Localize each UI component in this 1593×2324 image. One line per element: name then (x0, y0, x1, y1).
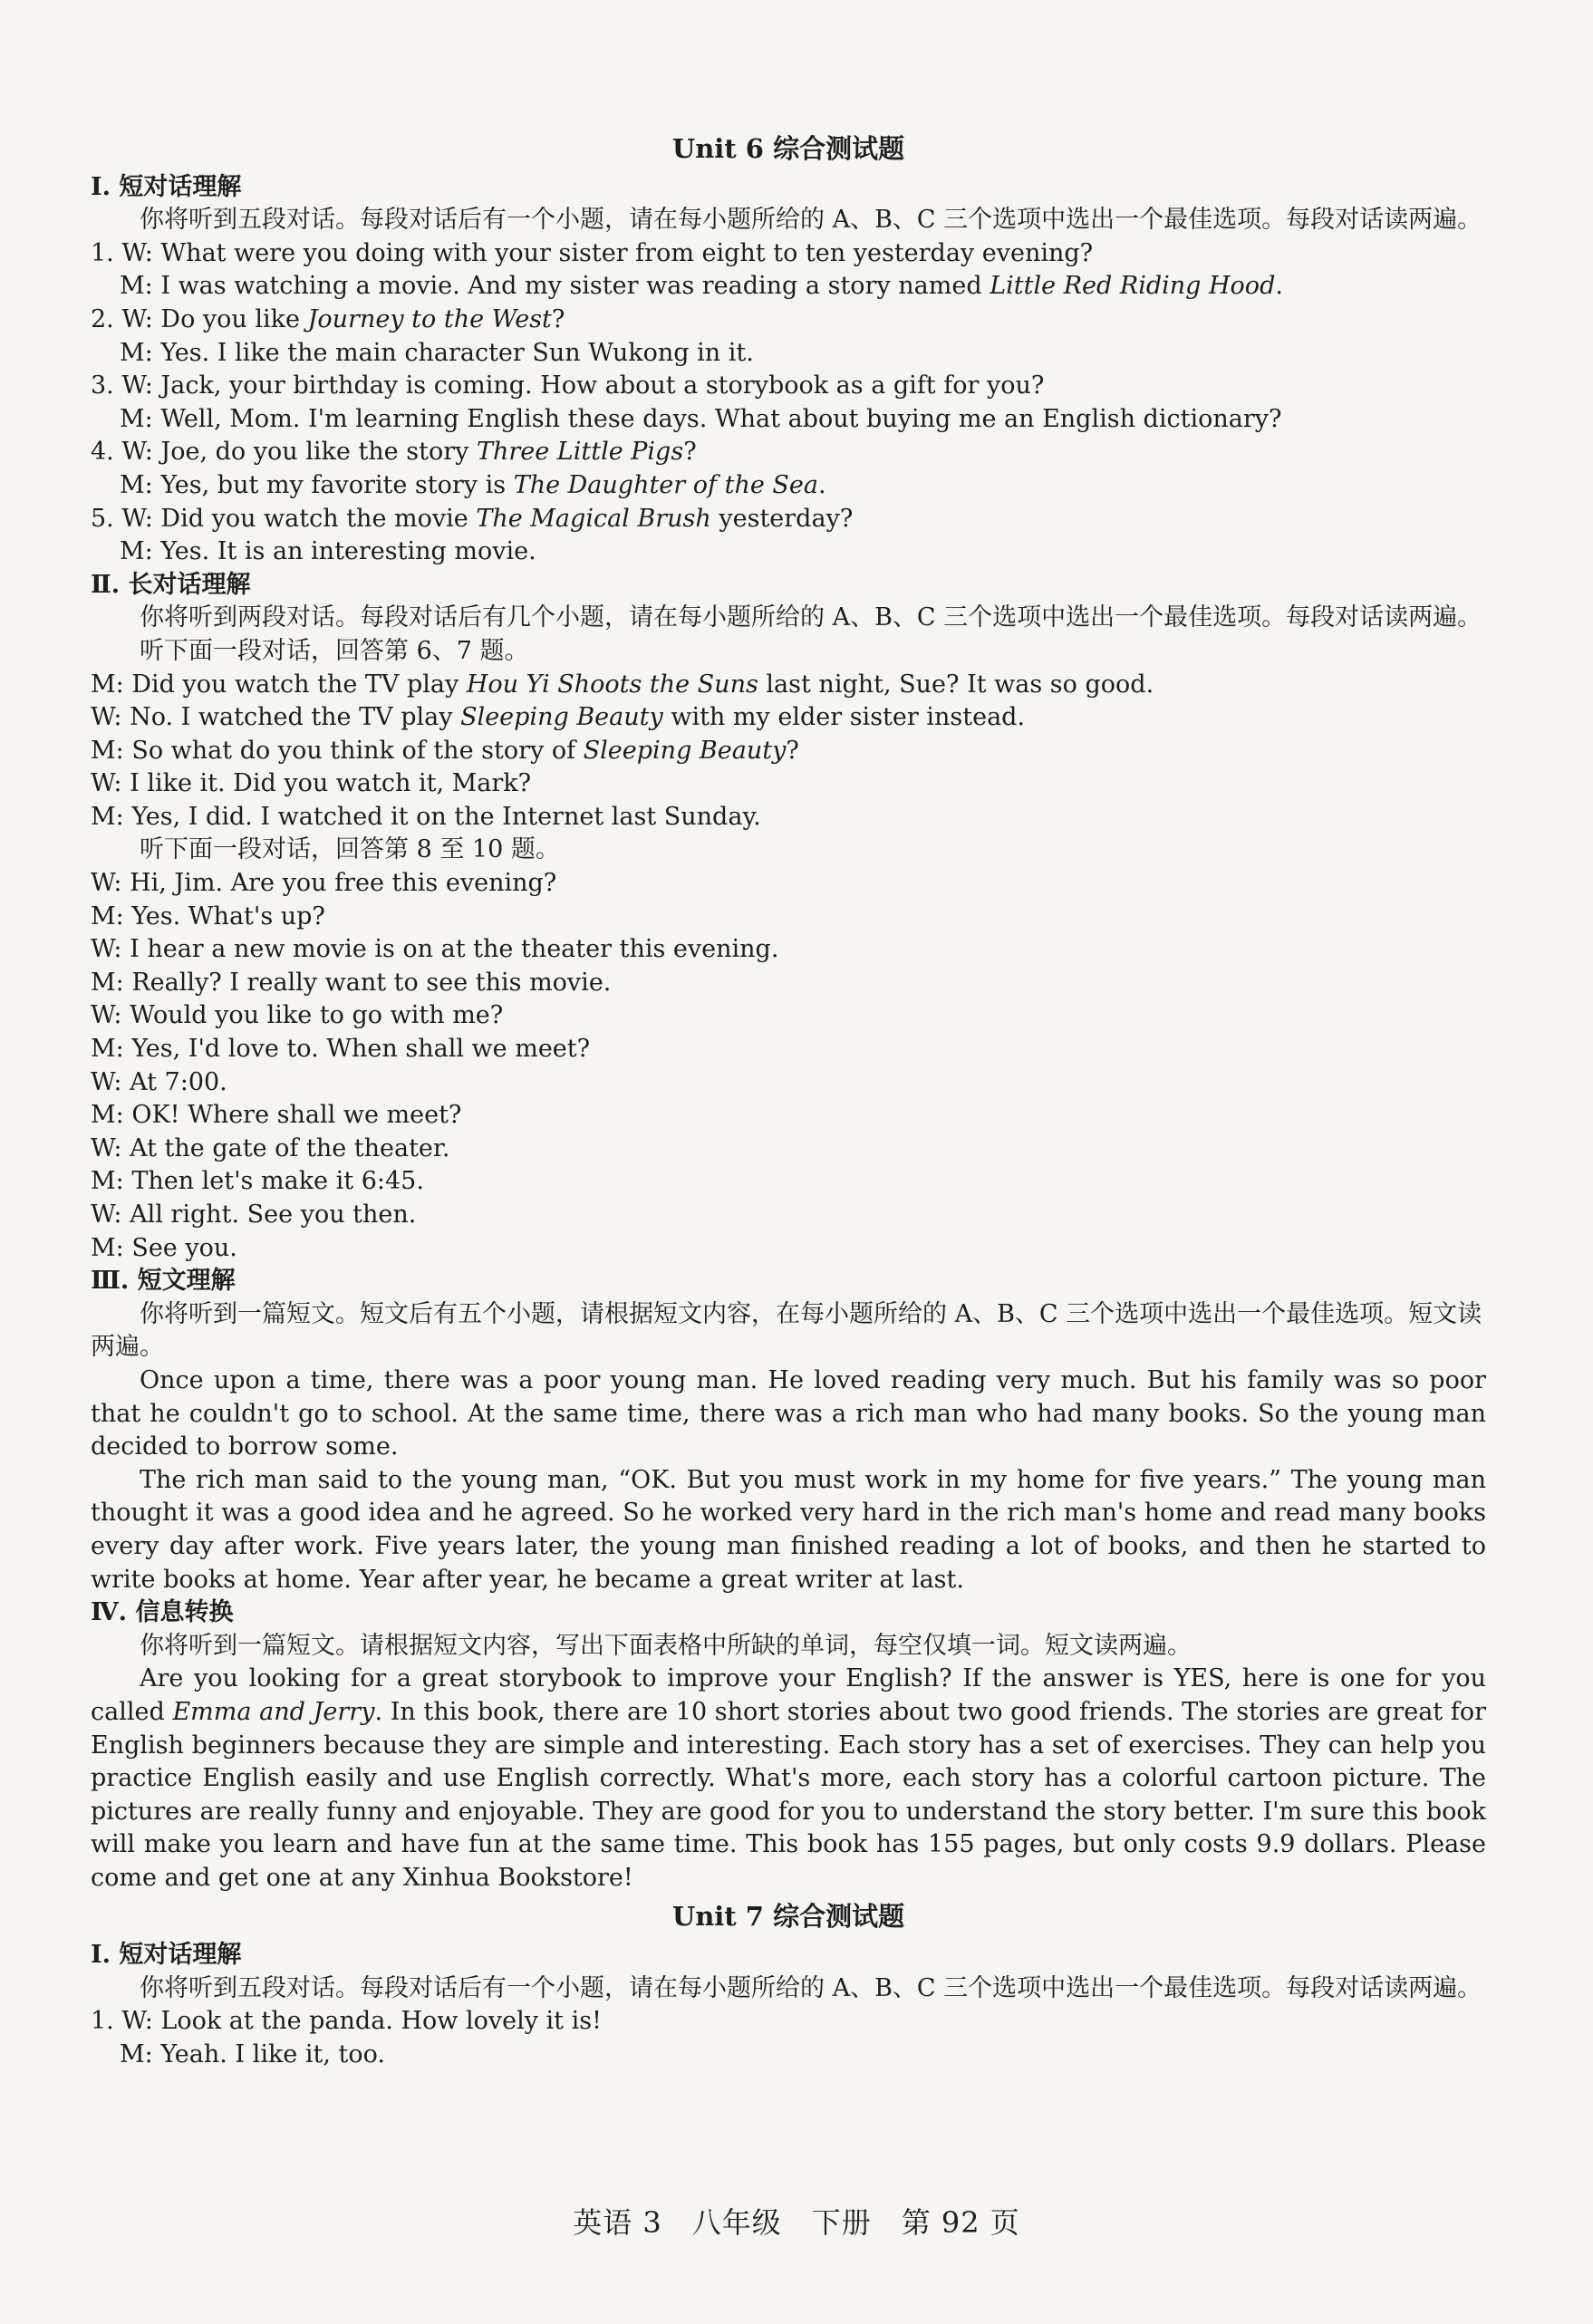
u6-d2-m: M: Yes. I like the main character Sun Wukong in it. (120, 338, 754, 367)
u6-c1-line: W: I like it. Did you watch it, Mark? (91, 769, 532, 798)
u6-s4-paragraph: Are you looking for a great storybook to improve your English? If the answer is YES, here is one for you called Emma and Jerry. In this book, there are 10 short stories about two good friends. The stories are great for English beginners because they are simple and interesting. Each story has a set of exercises. They can help you practice English easily and use English correctly. What's more, each story has a colorful cartoon picture. The pictures are really funny and enjoyable. They are good for you to understand the story better. I'm sure this book will make you learn and have fun at the same time. This book has 155 pages, but only costs 9.9 dollars. Please come and get one at any Xinhua Bookstore! (91, 1664, 1486, 1892)
u6-c1-line: M: Yes, I did. I watched it on the Internet last Sunday. (91, 802, 761, 831)
u6-c2-line: W: Would you like to go with me? (91, 1001, 504, 1030)
u6-d4-m: M: Yes, but my favorite story is The Daughter of the Sea. (120, 470, 826, 499)
u6-c1-line: W: No. I watched the TV play Sleeping Beauty with my elder sister instead. (91, 703, 1026, 732)
page-footer: 英语 3 八年级 下册 第 92 页 (573, 2205, 1020, 2240)
u6-d3-m: M: Well, Mom. I'm learning English these days. What about buying me an English dictionary? (120, 404, 1282, 433)
unit6-title: Unit 6 综合测试题 (671, 133, 905, 164)
u6-s2-intro2: 听下面一段对话，回答第 8 至 10 题。 (140, 835, 560, 864)
u6-c2-line: W: Hi, Jim. Are you free this evening? (91, 869, 557, 898)
u7-d1-m: M: Yeah. I like it, too. (120, 2040, 385, 2068)
u7-s1-heading: Ⅰ. 短对话理解 (91, 1941, 242, 1970)
u6-s1-instruction: 你将听到五段对话。每段对话后有一个小题，请在每小题所给的 A、B、C 三个选项中选出一个最佳选项。每段对话读两遍。 (140, 206, 1482, 235)
u6-s1-heading: Ⅰ. 短对话理解 (91, 172, 242, 201)
u6-d4-w: 4. W: Joe, do you like the story Three Little Pigs? (91, 438, 697, 467)
u7-d1-w: 1. W: Look at the panda. How lovely it is! (91, 2007, 602, 2036)
u6-c1-line: M: Did you watch the TV play Hou Yi Shoots the Suns last night, Sue? It was so good. (91, 670, 1154, 699)
u6-c2-line: M: Yes, I'd love to. When shall we meet? (91, 1035, 591, 1064)
u7-s1-instruction: 你将听到五段对话。每段对话后有一个小题，请在每小题所给的 A、B、C 三个选项中选出一个最佳选项。每段对话读两遍。 (140, 1973, 1482, 2002)
u6-d1-w: 1. W: What were you doing with your sister from eight to ten yesterday evening? (91, 238, 1094, 267)
u6-d5-w: 5. W: Did you watch the movie The Magical Brush yesterday? (91, 504, 854, 533)
u6-s4-heading: Ⅳ. 信息转换 (91, 1598, 234, 1627)
u6-s3-instruction: 你将听到一篇短文。短文后有五个小题，请根据短文内容，在每小题所给的 A、B、C 三个选项中选出一个最佳选项。短文读两遍。 (91, 1299, 1482, 1362)
u6-c2-line: W: All right. See you then. (91, 1201, 417, 1229)
u6-c2-line: W: I hear a new movie is on at the theater this evening. (91, 935, 779, 964)
u6-d5-m: M: Yes. It is an interesting movie. (120, 537, 536, 566)
u6-c2-line: M: Really? I really want to see this movie. (91, 968, 612, 997)
u6-c2-line: M: See you. (91, 1233, 237, 1262)
u6-c1-line: M: So what do you think of the story of Sleeping Beauty? (91, 736, 799, 765)
u6-c2-line: W: At 7:00. (91, 1067, 227, 1096)
u6-c2-line: W: At the gate of the theater. (91, 1133, 450, 1162)
u6-s2-instruction: 你将听到两段对话。每段对话后有几个小题，请在每小题所给的 A、B、C 三个选项中选出一个最佳选项。每段对话读两遍。 (140, 603, 1482, 632)
u6-s2-intro1: 听下面一段对话，回答第 6、7 题。 (140, 636, 529, 665)
u6-d1-m: M: I was watching a movie. And my sister was reading a story named Little Red Riding Hood. (120, 272, 1283, 301)
u6-c2-line: M: Yes. What's up? (91, 902, 325, 931)
u6-s3-paragraph-2: The rich man said to the young man, “OK. But you must work in my home for five years.” The young man thought it was a good idea and he agreed. So he worked very hard in the rich man's home and read many books every day after work. Five years later, the young man finished reading a lot of books, and then he started to write books at home. Year after year, he became a great writer at last. (91, 1465, 1486, 1594)
unit7-title: Unit 7 综合测试题 (671, 1901, 905, 1933)
page-content (91, 127, 1486, 2071)
u6-c2-line: M: Then let's make it 6:45. (91, 1167, 424, 1196)
u6-d3-w: 3. W: Jack, your birthday is coming. How about a storybook as a gift for you? (91, 371, 1045, 400)
u6-s4-instruction: 你将听到一篇短文。请根据短文内容，写出下面表格中所缺的单词，每空仅填一词。短文读两遍。 (140, 1631, 1192, 1660)
u6-s3-heading: Ⅲ. 短文理解 (91, 1267, 236, 1296)
u6-d2-w: 2. W: Do you like Journey to the West? (91, 304, 565, 333)
u6-c2-line: M: OK! Where shall we meet? (91, 1101, 462, 1130)
u6-s2-heading: Ⅱ. 长对话理解 (91, 570, 251, 599)
u6-s3-paragraph-1: Once upon a time, there was a poor young man. He loved reading very much. But his family was so poor that he couldn't go to school. At the same time, there was a rich man who had many books. So the young man decided to borrow some. (91, 1365, 1486, 1461)
